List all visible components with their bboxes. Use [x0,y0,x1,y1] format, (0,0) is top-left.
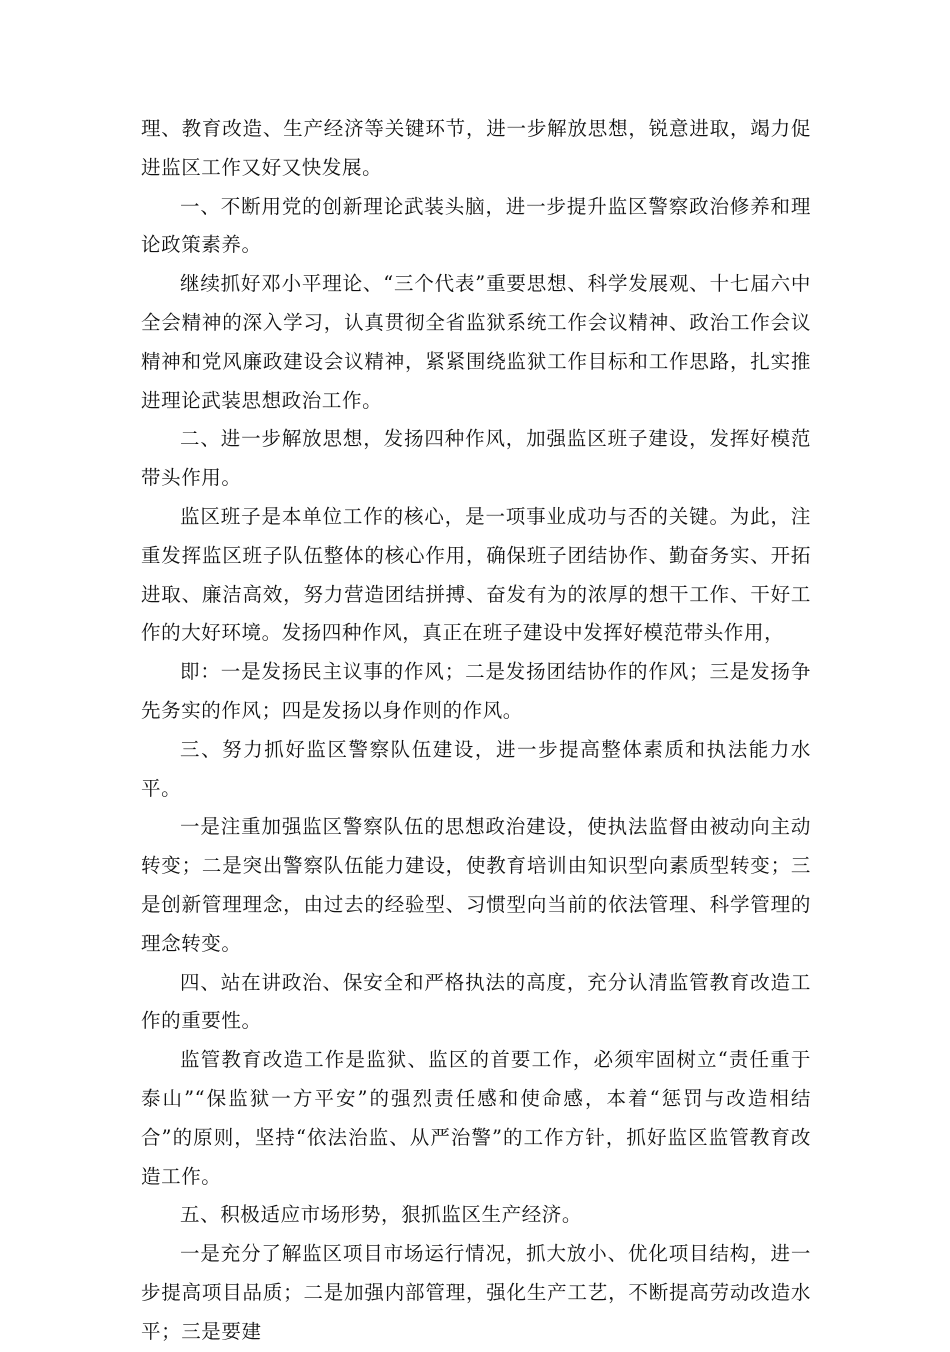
paragraph-four-styles: 即：一是发扬民主议事的作风；二是发扬团结协作的作风；三是发扬争先务实的作风；四是发扬以身作则的作风。 [141,660,811,722]
paragraph-continuation: 理、教育改造、生产经济等关键环节，进一步解放思想，锐意进取，竭力促进监区工作又好又快发展。 [141,117,811,179]
section-heading-1: 一、不断用党的创新理论武装头脑，进一步提升监区警察政治修养和理论政策素养。 [141,194,811,257]
paragraph-production: 一是充分了解监区项目市场运行情况，抓大放小、优化项目结构，进一步提高项目品质；二是加强内部管理，强化生产工艺，不断提高劳动改造水平；三是要建 [141,1242,811,1343]
section-heading-4: 四、站在讲政治、保安全和严格执法的高度，充分认清监管教育改造工作的重要性。 [141,970,811,1033]
paragraph-leadership-team: 监区班子是本单位工作的核心，是一项事业成功与否的关键。为此，注重发挥监区班子队伍整体的核心作用，确保班子团结协作、勤奋务实、开拓进取、廉洁高效，努力营造团结拼搏、奋发有为的浓厚的想干工作、干好工作的大好环境。发扬四种作风，真正在班子建设中发挥好模范带头作用， [141,504,811,645]
paragraph-police-team: 一是注重加强监区警察队伍的思想政治建设，使执法监督由被动向主动转变；二是突出警察队伍能力建设，使教育培训由知识型向素质型转变；三是创新管理理念，由过去的经验型、习惯型向当前的依法管理、科学管理的理念转变。 [141,815,811,955]
section-heading-5: 五、积极适应市场形势，狠抓监区生产经济。 [180,1203,583,1227]
section-heading-3: 三、努力抓好监区警察队伍建设，进一步提高整体素质和执法能力水平。 [141,737,811,800]
document-body [141,110,811,1352]
section-heading-2: 二、进一步解放思想，发扬四种作风，加强监区班子建设，发挥好模范带头作用。 [141,427,811,490]
paragraph-supervision: 监管教育改造工作是监狱、监区的首要工作，必须牢固树立“责任重于泰山”“保监狱一方平安”的强烈责任感和使命感，本着“惩罚与改造相结合”的原则，坚持“依法治监、从严治警”的工作方针，抓好监区监管教育改造工作。 [141,1048,811,1188]
paragraph-theory-study: 继续抓好邓小平理论、“三个代表”重要思想、科学发展观、十七届六中全会精神的深入学习，认真贯彻全省监狱系统工作会议精神、政治工作会议精神和党风廉政建设会议精神，紧紧围绕监狱工作目标和工作思路，扎实推进理论武装思想政治工作。 [141,272,811,412]
